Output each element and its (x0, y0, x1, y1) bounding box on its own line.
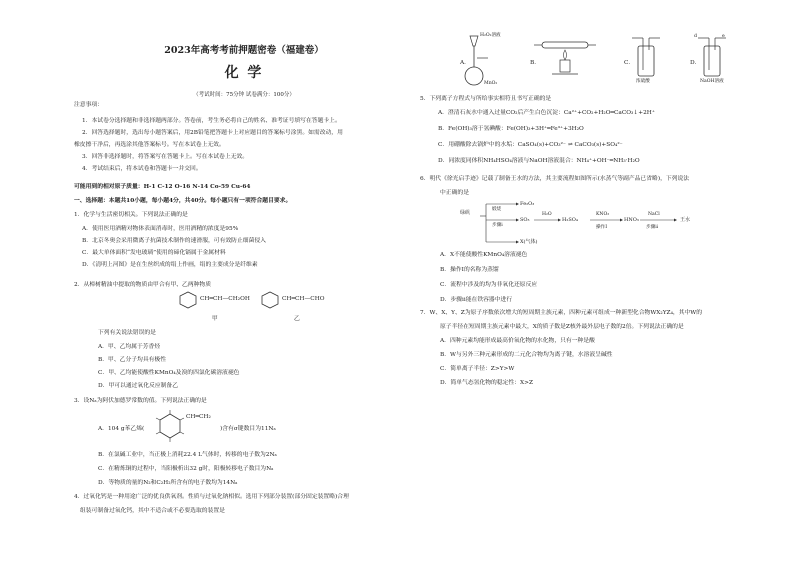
q3-option-d: D．等物质的量的N₂和C₂H₂所含有的电子数均为14Nₐ (98, 480, 238, 486)
notice-item: 4．考试结束后，将本试卷和答题卡一并交回。 (82, 166, 202, 172)
apparatus-d (698, 38, 726, 76)
q2-struct-jia: CH═CH—CH₂OH (200, 296, 250, 302)
q5-option-b: B．Fe(OH)₃溶于氢碘酸：Fe(OH)₃+3H⁺═Fe³⁺+3H₂O (438, 126, 584, 132)
q4-port-e: e (722, 34, 725, 39)
apparatus-b (534, 42, 596, 74)
arrowhead (558, 219, 561, 222)
q1-option-a: A．使用医用酒精对物体表面消毒时，医用酒精的浓度是95% (82, 226, 239, 232)
q7-option-b: B．W与另外三种元素形成的二元化合物均为离子键，水溶液呈碱性 (440, 352, 613, 358)
arrowhead (516, 241, 519, 244)
q4-label-d: D． (690, 60, 701, 66)
q7-option-d: D．简单气态氢化物的稳定性：X>Z (440, 380, 534, 386)
q4-stem-line2: 组装可制备过氧化钙，其中不适合或不必要选取的装置是 (80, 508, 225, 514)
q6-option-a: A．X不能使酸性KMnO₄溶液褪色 (440, 252, 528, 258)
q4-label-mno2: MnO₂ (484, 81, 498, 86)
benzene-ring-jia (180, 292, 196, 308)
q2-intro: 下列有关说法错误的是 (98, 330, 156, 336)
notice-item: 3．回答非选择题时，将答案写在答题卡上。写在本试卷上无效。 (82, 154, 249, 160)
q4-stem-line1: 4．过氧化钙是一种用途广泛的优良供氧剂。性质与过氧化钠相似。选用下列部分装置(部分固定装置略)合理 (74, 494, 349, 500)
q2-option-a: A．甲、乙均属于芳香烃 (98, 344, 161, 350)
q4-label-naoh: NaOH溶液 (700, 79, 724, 84)
flow-x: X(气体) (520, 239, 538, 245)
q1-option-c: C．最大单体面积“发电玻璃”使用的碲化镉属于金属材料 (82, 250, 226, 256)
q2-option-b: B．甲、乙分子均具有极性 (98, 357, 167, 363)
styrene-ring (160, 414, 180, 438)
subject-title: 化 学 (224, 65, 264, 81)
q2-option-d: D．甲可以通过氧化反应制备乙 (98, 383, 179, 389)
arrowhead (620, 219, 623, 222)
round-flask (465, 67, 483, 85)
gas-wash-bottle-c (638, 46, 654, 76)
apparatus-c (632, 38, 660, 76)
q6-option-b: B．操作I的名称为蒸馏 (440, 267, 499, 273)
notice-item: 1．本试卷分选择题和非选择题两部分。答卷前，考生务必将自己的姓名、准考证号填写在答题卡上。 (82, 118, 341, 124)
flow-kno3: KNO₃ (596, 212, 610, 217)
q7-stem-line2: 原子半径在短周期主族元素中最大，X的质子数是Z核外最外层电子数的2倍。下列说法正确的是 (440, 324, 684, 330)
q1-option-d: D．《清明上河图》是在生丝织成的绢上作画，绢的主要成分是纤维素 (82, 262, 258, 268)
q2-option-c: C．甲、乙均能使酸性KMnO₄及溴的四氯化碳溶液褪色 (98, 370, 240, 376)
q6-stem-line1: 6．明代《徐光启手迹》记载了制备王水的方法，其主要流程如图所示(水蒸气等副产品已省略)，下列说法 (420, 176, 690, 182)
q6-option-d: D．步骤ii能在铁容器中进行 (440, 297, 513, 303)
q5-option-c: C．用硼酸除去锅炉中的水垢：CaSO₄(s)+CO₃²⁻ ⇌ CaCO₃(s)+SO₄²⁻ (438, 142, 623, 148)
flame-icon (564, 50, 567, 60)
flow-h2o: H₂O (542, 212, 552, 217)
q5-option-a: A．澄清石灰水中通入过量CO₂后产生白色沉淀：Ca²⁺+CO₂+H₂O═CaCO₃↓+2H⁺ (438, 110, 655, 116)
q5-option-d: D．同浓度同体积NH₄HSO₄溶液与NaOH溶液混合：NH₄⁺+OH⁻═NH₃·H₂O (438, 158, 640, 164)
section-one-heading: 一、选择题：本题共10小题，每小题4分，共40分。每小题只有一项符合题目要求。 (74, 198, 292, 204)
benzene-ring-yi (262, 292, 278, 308)
q4-label-b: B． (530, 60, 541, 66)
q4-port-d: d (694, 34, 697, 39)
q3-option-b: B．在氯碱工业中，当正极上消耗22.4 L气体时，转移的电子数为2Nₐ (98, 452, 277, 458)
q2-label-yi: 乙 (294, 316, 300, 322)
q2-struct-yi: CH═CH—CHO (282, 296, 325, 302)
flow-start: 绿矾 (460, 210, 471, 216)
q4-label-h2o2: H₂O₂溶液 (480, 33, 501, 38)
dropping-funnel (470, 36, 478, 46)
q4-label-conc: 浓硫酸 (636, 79, 650, 84)
q7-stem-line1: 7．W、X、Y、Z为原子序数依次增大的短周期主族元素，四种元素可组成一种新型化合物WX₂YZ₄，其中W的 (420, 310, 703, 316)
q4-label-c: C． (624, 60, 635, 66)
notice-item: 2．回答选择题时，选出每小题答案后，用2B铅笔把答题卡上对应题目的答案标号涂黑。如需改动，用 (82, 130, 343, 136)
flow-product: 王水 (680, 217, 691, 223)
alcohol-lamp (560, 60, 570, 72)
reaction-tube (542, 42, 588, 48)
methyl-bond (156, 432, 160, 434)
notice-item: 橡皮擦干净后，再选涂其他答案标号。写在本试卷上无效。 (74, 142, 225, 148)
flow-hno3: HNO₃ (624, 217, 639, 223)
q3-option-a-post: )含有σ键数目为11Nₐ (220, 426, 276, 432)
gas-wash-bottle-d (704, 46, 720, 76)
methyl-bond (156, 418, 160, 420)
notice-heading: 注意事项： (74, 102, 103, 108)
flow-so3: SO₃ (520, 217, 530, 223)
methyl-bond (180, 418, 184, 420)
arrowhead (516, 219, 519, 222)
flow-calcine: 煅烧 (492, 207, 502, 212)
flow-op1: 操作I (596, 225, 608, 230)
q7-option-a: A．四种元素均能形成最高价氧化物的水化物，只有一种是酸 (440, 338, 595, 344)
flow-h2so4: H₂SO₄ (562, 217, 578, 223)
flow-step1: 步骤i (492, 223, 503, 228)
q2-stem: 2．从樟树精油中提取的物质由甲合有甲、乙两种物质 (74, 282, 212, 288)
exam-title: 2023年高考考前押题密卷（福建卷） (164, 45, 324, 56)
flow-nacl: NaCl (648, 212, 660, 217)
arrowhead (674, 219, 677, 222)
flow-step2: 步骤ii (646, 225, 659, 230)
q3-stem: 3．设Nₐ为阿伏加德罗常数的值。下列说法正确的是 (74, 398, 207, 404)
q1-stem: 1．化学与生活密切相关。下列说法正确的是 (74, 212, 188, 218)
q3-vinyl-group: CH═CH₂ (186, 414, 211, 420)
exam-info: （考试时间：75分钟 试卷满分：100分） (193, 92, 295, 98)
q6-option-c: C．流程中涉及的均为非氧化还原反应 (440, 282, 538, 288)
q7-option-c: C．简单离子半径：Z>Y>W (440, 366, 515, 372)
q1-option-b: B．北京冬奥会采用微离子抗菌技术制作的速滑服，可有效防止细菌侵入 (82, 238, 266, 244)
methyl-bond (180, 432, 184, 434)
q4-label-a: A． (460, 60, 470, 66)
atomic-masses: 可能用到的相对原子质量：H-1 C-12 O-16 N-14 Co-59 Cu-64 (74, 184, 251, 190)
q3-option-a-pre: A．104 g苯乙烯( (98, 426, 145, 432)
q6-stem-line2: 中正确的是 (440, 190, 469, 196)
arrowhead (516, 203, 519, 206)
q5-stem: 5．下列离子方程式与所给事实相符且书写正确的是 (420, 96, 552, 102)
q2-label-jia: 甲 (212, 316, 218, 322)
q3-option-c: C．在精炼铜的过程中，当阳极析出32 g时，阳极转移电子数目为Nₐ (98, 466, 274, 472)
flow-fe2o3: Fe₂O₃ (520, 201, 535, 207)
